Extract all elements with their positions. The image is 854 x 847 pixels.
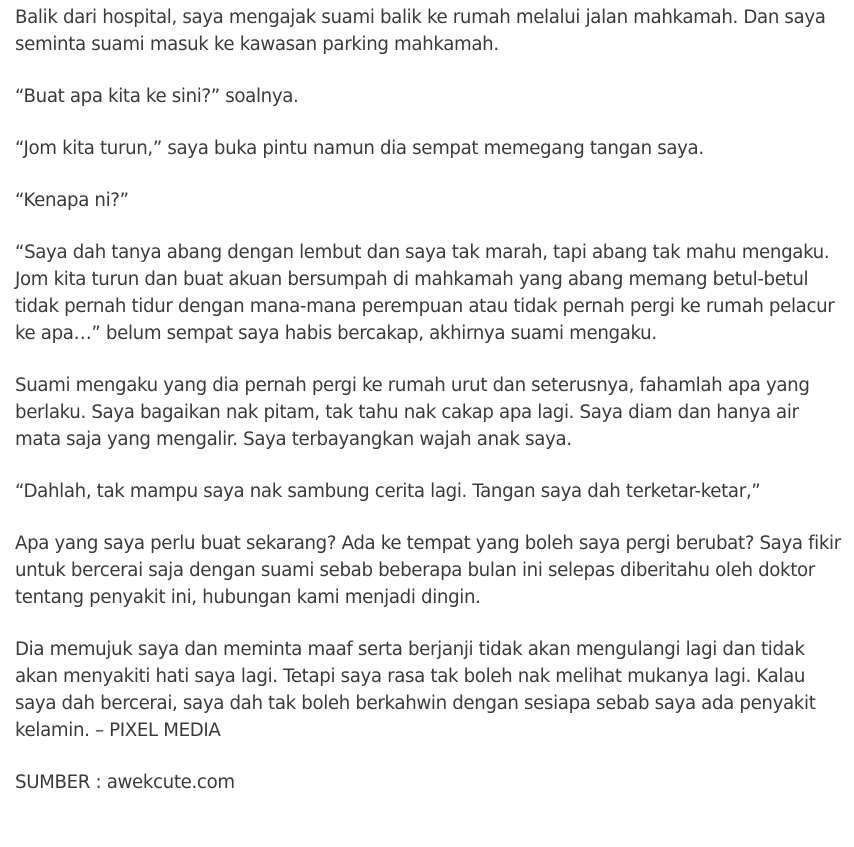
paragraph-5: “Saya dah tanya abang dengan lembut dan saya tak marah, tapi abang tak mahu mengaku. Jom kita turun dan buat akuan bersumpah di mahkamah yang abang memang betul-betul tidak pernah tidur dengan mana-mana perempuan atau tidak pernah pergi ke rumah pelacur ke apa…” belum sempat saya habis bercakap, akhirnya suami mengaku. — [15, 242, 835, 344]
paragraph-6: Suami mengaku yang dia pernah pergi ke rumah urut dan seterusnya, fahamlah apa yang berlaku. Saya bagaikan nak pitam, tak tahu nak cakap apa lagi. Saya diam dan hanya air mata saja yang mengalir. Saya terbayangkan wajah anak saya. — [15, 375, 810, 450]
paragraph-4: “Kenapa ni?” — [15, 190, 129, 211]
paragraph-7: “Dahlah, tak mampu saya nak sambung cerita lagi. Tangan saya dah terketar-ketar,” — [15, 481, 761, 502]
paragraph-9: Dia memujuk saya dan meminta maaf serta berjanji tidak akan mengulangi lagi dan tidak akan menyakiti hati saya lagi. Tetapi saya rasa tak boleh nak melihat mukanya lagi. Kalau saya dah bercerai, saya dah tak boleh berkahwin dengan sesiapa sebab saya ada penyakit kelamin. – PIXEL MEDIA — [15, 639, 816, 741]
paragraph-2: “Buat apa kita ke sini?” soalnya. — [15, 86, 299, 107]
paragraph-3: “Jom kita turun,” saya buka pintu namun dia sempat memegang tangan saya. — [15, 138, 704, 159]
source-credit: SUMBER : awekcute.com — [15, 772, 235, 793]
article-body — [15, 4, 845, 796]
paragraph-8: Apa yang saya perlu buat sekarang? Ada ke tempat yang boleh saya pergi berubat? Saya fikir untuk bercerai saja dengan suami sebab beberapa bulan ini selepas diberitahu oleh doktor tentang penyakit ini, hubungan kami menjadi dingin. — [15, 533, 841, 608]
paragraph-1: Balik dari hospital, saya mengajak suami balik ke rumah melalui jalan mahkamah. Dan saya seminta suami masuk ke kawasan parking mahkamah. — [15, 7, 826, 55]
